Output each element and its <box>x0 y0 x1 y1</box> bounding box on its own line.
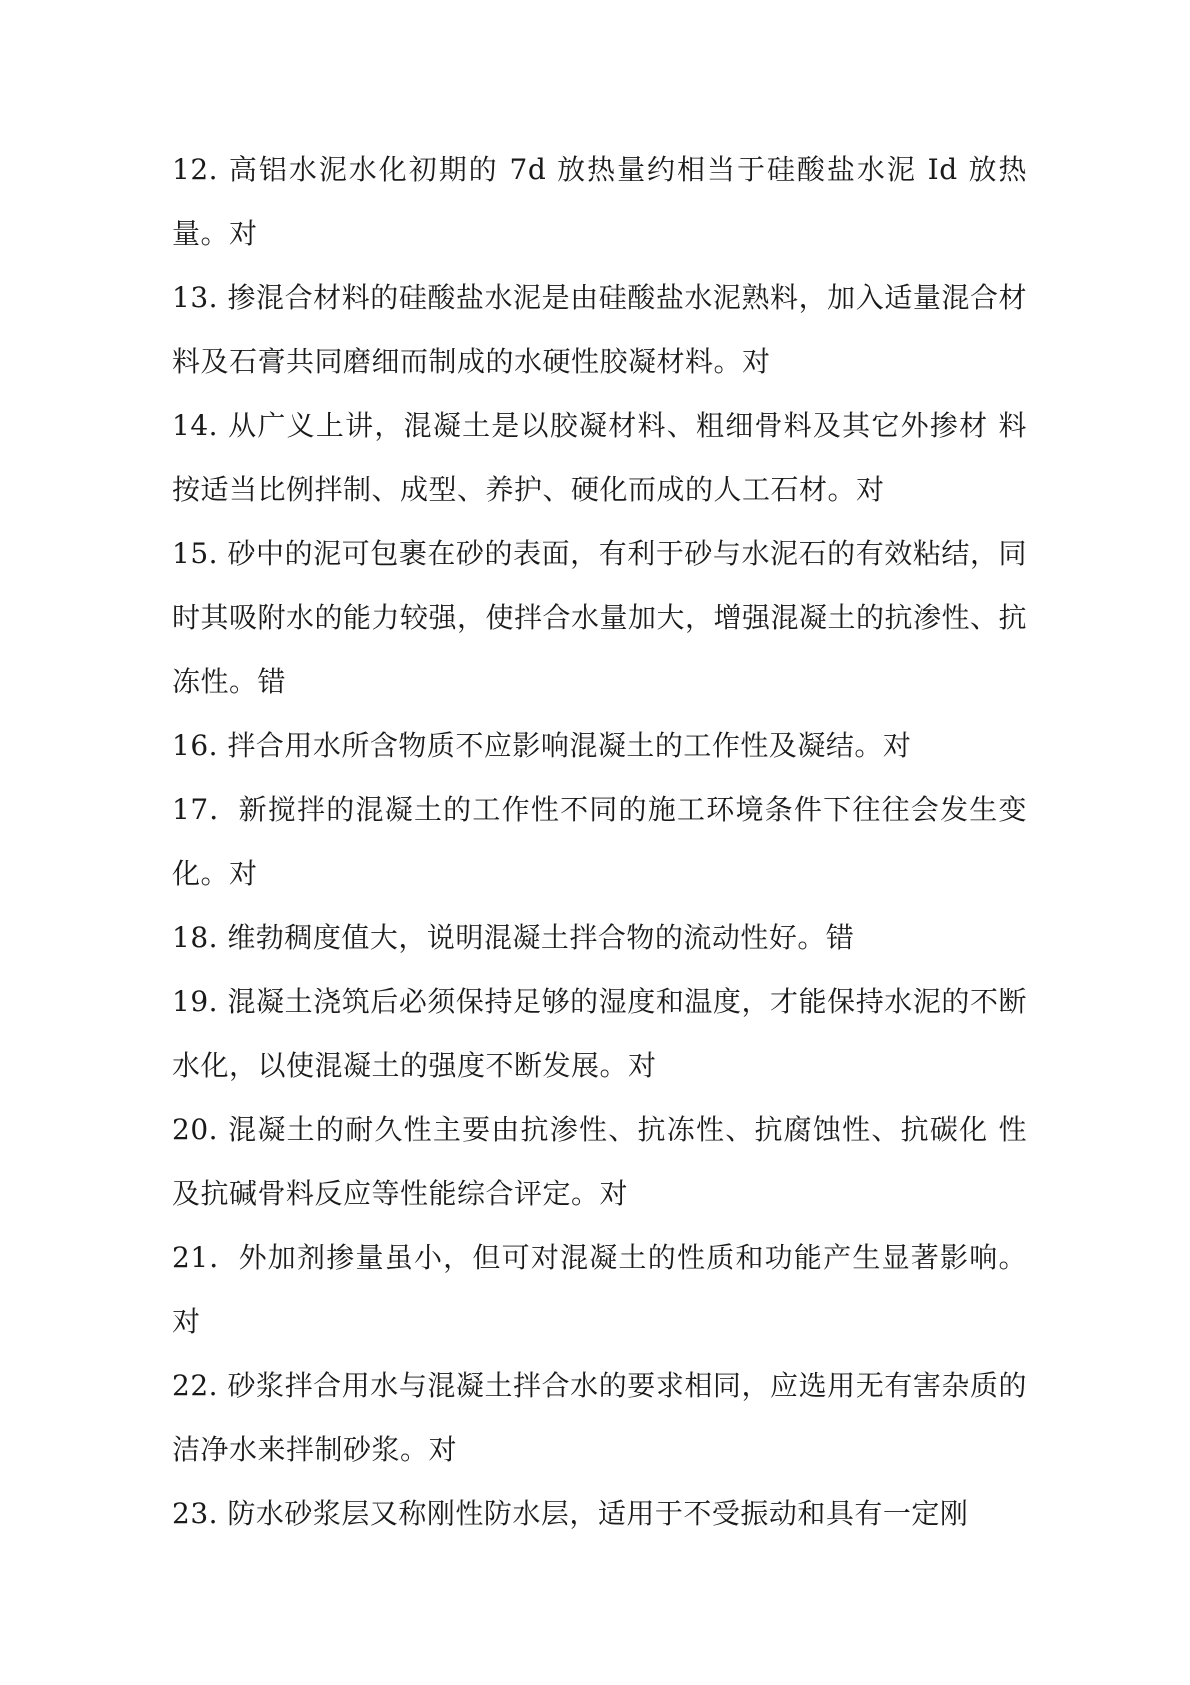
question-item: 21．外加剂掺量虽小，但可对混凝土的性质和功能产生显著影响。对 <box>172 1241 1027 1338</box>
question-item: 17．新搅拌的混凝土的工作性不同的施工环境条件下往往会发生变化。对 <box>172 793 1027 890</box>
question-item: 23. 防水砂浆层又称刚性防水层，适用于不受振动和具有一定刚 <box>172 1497 969 1530</box>
question-list <box>172 138 1027 1546</box>
question-item: 14. 从广义上讲，混凝土是以胶凝材料、粗细骨料及其它外掺材 料按适当比例拌制、成型、养护、硬化而成的人工石材。对 <box>172 409 1027 506</box>
question-item: 18. 维勃稠度值大，说明混凝土拌合物的流动性好。错 <box>172 921 855 954</box>
question-item: 12. 高铝水泥水化初期的 7d 放热量约相当于硅酸盐水泥 Id 放热量。对 <box>172 153 1027 250</box>
question-item: 15. 砂中的泥可包裹在砂的表面，有利于砂与水泥石的有效粘结，同时其吸附水的能力较强，使拌合水量加大，增强混凝土的抗渗性、抗冻性。错 <box>172 537 1028 698</box>
question-item: 19. 混凝土浇筑后必须保持足够的湿度和温度，才能保持水泥的不断水化，以使混凝土的强度不断发展。对 <box>172 985 1027 1082</box>
question-item: 20. 混凝土的耐久性主要由抗渗性、抗冻性、抗腐蚀性、抗碳化 性及抗碱骨料反应等性能综合评定。对 <box>172 1113 1027 1210</box>
question-item: 13. 掺混合材料的硅酸盐水泥是由硅酸盐水泥熟料，加入适量混合材料及石膏共同磨细而制成的水硬性胶凝材料。对 <box>172 281 1027 378</box>
question-item: 22. 砂浆拌合用水与混凝土拌合水的要求相同，应选用无有害杂质的洁净水来拌制砂浆。对 <box>172 1369 1027 1466</box>
question-item: 16. 拌合用水所含物质不应影响混凝土的工作性及凝结。对 <box>172 729 912 762</box>
